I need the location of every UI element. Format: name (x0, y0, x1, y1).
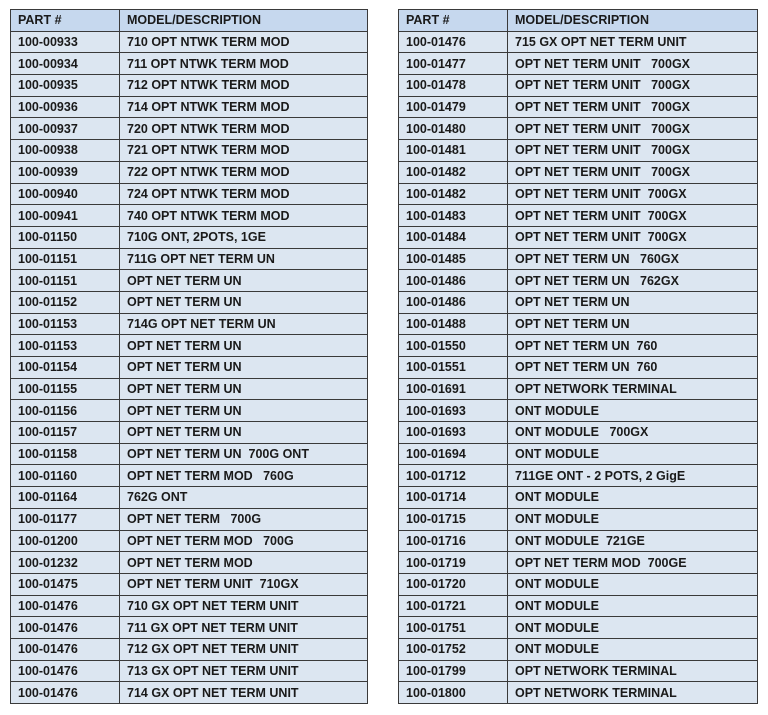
table-row (11, 595, 368, 617)
table-row (399, 617, 758, 639)
model-description-cell: OPT NET TERM UN 700G ONT (120, 443, 368, 465)
model-description-cell: ONT MODULE (508, 595, 758, 617)
part-number-cell: 100-00940 (11, 183, 120, 205)
table-row (11, 248, 368, 270)
parts-table-left (10, 9, 368, 704)
part-number-cell: 100-01151 (11, 248, 120, 270)
part-number-cell: 100-01484 (399, 226, 508, 248)
model-description-cell: 721 OPT NTWK TERM MOD (120, 140, 368, 162)
table-header-row (11, 10, 368, 32)
model-description-cell: OPT NET TERM UN (120, 291, 368, 313)
model-description-cell: OPT NETWORK TERMINAL (508, 378, 758, 400)
model-description-cell: OPT NET TERM 700G (120, 508, 368, 530)
table-row (11, 313, 368, 335)
model-description-cell: ONT MODULE (508, 443, 758, 465)
model-description-cell: OPT NET TERM UNIT 700GX (508, 205, 758, 227)
table-row (399, 638, 758, 660)
model-description-cell: OPT NET TERM MOD 700GE (508, 552, 758, 574)
table-row (399, 118, 758, 140)
model-description-cell: ONT MODULE (508, 508, 758, 530)
table-row (399, 31, 758, 53)
part-number-cell: 100-01715 (399, 508, 508, 530)
part-number-cell: 100-01551 (399, 357, 508, 379)
table-row (399, 96, 758, 118)
part-number-cell: 100-01483 (399, 205, 508, 227)
table-row (11, 573, 368, 595)
model-description-cell: ONT MODULE (508, 573, 758, 595)
table-row (399, 487, 758, 509)
table-row (11, 508, 368, 530)
part-number-cell: 100-01716 (399, 530, 508, 552)
table-row (11, 530, 368, 552)
model-description-cell: 710 OPT NTWK TERM MOD (120, 31, 368, 53)
model-description-cell: OPT NET TERM UNIT 700GX (508, 161, 758, 183)
part-number-cell: 100-01160 (11, 465, 120, 487)
model-description-cell: 711GE ONT - 2 POTS, 2 GigE (508, 465, 758, 487)
table-row (399, 357, 758, 379)
table-row (399, 508, 758, 530)
model-description-cell: ONT MODULE (508, 487, 758, 509)
table-row (11, 335, 368, 357)
table-row (11, 660, 368, 682)
model-description-cell: 715 GX OPT NET TERM UNIT (508, 31, 758, 53)
part-number-cell: 100-00936 (11, 96, 120, 118)
header-model-description: MODEL/DESCRIPTION (120, 10, 368, 32)
model-description-cell: 710 GX OPT NET TERM UNIT (120, 595, 368, 617)
model-description-cell: 713 GX OPT NET TERM UNIT (120, 660, 368, 682)
model-description-cell: OPT NET TERM MOD 700G (120, 530, 368, 552)
model-description-cell: OPT NET TERM UN 760 (508, 335, 758, 357)
part-number-cell: 100-01482 (399, 161, 508, 183)
model-description-cell: 711G OPT NET TERM UN (120, 248, 368, 270)
model-description-cell: OPT NET TERM MOD 760G (120, 465, 368, 487)
table-row (399, 573, 758, 595)
model-description-cell: ONT MODULE (508, 617, 758, 639)
model-description-cell: OPT NET TERM MOD (120, 552, 368, 574)
part-number-cell: 100-01693 (399, 422, 508, 444)
table-row (11, 617, 368, 639)
header-part-number: PART # (11, 10, 120, 32)
part-number-cell: 100-01719 (399, 552, 508, 574)
part-number-cell: 100-01155 (11, 378, 120, 400)
table-row (11, 96, 368, 118)
model-description-cell: 762G ONT (120, 487, 368, 509)
model-description-cell: 720 OPT NTWK TERM MOD (120, 118, 368, 140)
part-number-cell: 100-01200 (11, 530, 120, 552)
model-description-cell: OPT NET TERM UN (120, 270, 368, 292)
table-row (11, 638, 368, 660)
table-row (399, 443, 758, 465)
part-number-cell: 100-01177 (11, 508, 120, 530)
table-row (399, 400, 758, 422)
model-description-cell: OPT NETWORK TERMINAL (508, 682, 758, 704)
part-number-cell: 100-01720 (399, 573, 508, 595)
model-description-cell: OPT NET TERM UNIT 700GX (508, 226, 758, 248)
model-description-cell: OPT NET TERM UNIT 700GX (508, 96, 758, 118)
model-description-cell: 712 OPT NTWK TERM MOD (120, 75, 368, 97)
part-number-cell: 100-01481 (399, 140, 508, 162)
table-row (399, 270, 758, 292)
part-number-cell: 100-01476 (11, 595, 120, 617)
table-row (11, 31, 368, 53)
model-description-cell: OPT NET TERM UNIT 700GX (508, 53, 758, 75)
part-number-cell: 100-01476 (11, 660, 120, 682)
part-number-cell: 100-01164 (11, 487, 120, 509)
table-row (399, 291, 758, 313)
model-description-cell: OPT NET TERM UN (508, 291, 758, 313)
model-description-cell: ONT MODULE (508, 400, 758, 422)
table-row (399, 378, 758, 400)
model-description-cell: 724 OPT NTWK TERM MOD (120, 183, 368, 205)
part-number-cell: 100-01694 (399, 443, 508, 465)
table-header-row (399, 10, 758, 32)
model-description-cell: OPT NET TERM UNIT 700GX (508, 118, 758, 140)
part-number-cell: 100-01232 (11, 552, 120, 574)
model-description-cell: OPT NET TERM UN (120, 357, 368, 379)
part-number-cell: 100-01475 (11, 573, 120, 595)
part-number-cell: 100-01752 (399, 638, 508, 660)
table-row (399, 205, 758, 227)
part-number-cell: 100-01486 (399, 291, 508, 313)
model-description-cell: OPT NET TERM UNIT 700GX (508, 183, 758, 205)
part-number-cell: 100-01712 (399, 465, 508, 487)
part-number-cell: 100-01691 (399, 378, 508, 400)
part-number-cell: 100-01486 (399, 270, 508, 292)
table-row (11, 465, 368, 487)
part-number-cell: 100-01479 (399, 96, 508, 118)
table-row (399, 226, 758, 248)
table-row (11, 443, 368, 465)
table-row (399, 140, 758, 162)
model-description-cell: 714 GX OPT NET TERM UNIT (120, 682, 368, 704)
model-description-cell: 712 GX OPT NET TERM UNIT (120, 638, 368, 660)
table-row (399, 335, 758, 357)
table-row (399, 595, 758, 617)
model-description-cell: 710G ONT, 2POTS, 1GE (120, 226, 368, 248)
table-row (399, 422, 758, 444)
part-number-cell: 100-01476 (11, 638, 120, 660)
table-row (11, 118, 368, 140)
table-row (399, 465, 758, 487)
model-description-cell: 722 OPT NTWK TERM MOD (120, 161, 368, 183)
table-row (11, 291, 368, 313)
table-row (399, 682, 758, 704)
model-description-cell: OPT NET TERM UN (508, 313, 758, 335)
table-row (11, 226, 368, 248)
part-number-cell: 100-00941 (11, 205, 120, 227)
table-row (399, 530, 758, 552)
table-row (11, 378, 368, 400)
table-row (399, 313, 758, 335)
table-row (11, 205, 368, 227)
table-row (399, 53, 758, 75)
part-number-cell: 100-01476 (399, 31, 508, 53)
part-number-cell: 100-01476 (11, 682, 120, 704)
part-number-cell: 100-01156 (11, 400, 120, 422)
parts-table-right (398, 9, 758, 704)
model-description-cell: ONT MODULE 700GX (508, 422, 758, 444)
part-number-cell: 100-01152 (11, 291, 120, 313)
part-number-cell: 100-01550 (399, 335, 508, 357)
table-row (11, 682, 368, 704)
table-row (11, 487, 368, 509)
part-number-cell: 100-01476 (11, 617, 120, 639)
part-number-cell: 100-01157 (11, 422, 120, 444)
part-number-cell: 100-01158 (11, 443, 120, 465)
model-description-cell: 714G OPT NET TERM UN (120, 313, 368, 335)
part-number-cell: 100-01800 (399, 682, 508, 704)
table-row (11, 140, 368, 162)
part-number-cell: 100-00934 (11, 53, 120, 75)
table-row (11, 422, 368, 444)
model-description-cell: ONT MODULE (508, 638, 758, 660)
part-number-cell: 100-01693 (399, 400, 508, 422)
part-number-cell: 100-01799 (399, 660, 508, 682)
model-description-cell: OPT NET TERM UN 760 (508, 357, 758, 379)
model-description-cell: ONT MODULE 721GE (508, 530, 758, 552)
table-row (11, 53, 368, 75)
model-description-cell: OPT NET TERM UNIT 700GX (508, 75, 758, 97)
table-row (399, 161, 758, 183)
table-row (399, 75, 758, 97)
table-row (399, 183, 758, 205)
header-part-number: PART # (399, 10, 508, 32)
table-row (11, 161, 368, 183)
part-number-cell: 100-00933 (11, 31, 120, 53)
part-number-cell: 100-01485 (399, 248, 508, 270)
part-number-cell: 100-01153 (11, 313, 120, 335)
model-description-cell: OPT NET TERM UN (120, 422, 368, 444)
part-number-cell: 100-00938 (11, 140, 120, 162)
model-description-cell: 711 OPT NTWK TERM MOD (120, 53, 368, 75)
part-number-cell: 100-00939 (11, 161, 120, 183)
part-number-cell: 100-01151 (11, 270, 120, 292)
table-row (11, 357, 368, 379)
table-row (399, 660, 758, 682)
part-number-cell: 100-01477 (399, 53, 508, 75)
model-description-cell: OPT NET TERM UN (120, 335, 368, 357)
header-model-description: MODEL/DESCRIPTION (508, 10, 758, 32)
part-number-cell: 100-01150 (11, 226, 120, 248)
model-description-cell: 740 OPT NTWK TERM MOD (120, 205, 368, 227)
model-description-cell: OPT NET TERM UN (120, 400, 368, 422)
table-row (399, 552, 758, 574)
part-number-cell: 100-01153 (11, 335, 120, 357)
part-number-cell: 100-01488 (399, 313, 508, 335)
model-description-cell: 714 OPT NTWK TERM MOD (120, 96, 368, 118)
part-number-cell: 100-00935 (11, 75, 120, 97)
model-description-cell: OPT NET TERM UN 760GX (508, 248, 758, 270)
part-number-cell: 100-01721 (399, 595, 508, 617)
part-number-cell: 100-01751 (399, 617, 508, 639)
part-number-cell: 100-01154 (11, 357, 120, 379)
part-number-cell: 100-01714 (399, 487, 508, 509)
part-number-cell: 100-01480 (399, 118, 508, 140)
part-number-cell: 100-01478 (399, 75, 508, 97)
table-row (11, 183, 368, 205)
model-description-cell: OPT NET TERM UN (120, 378, 368, 400)
part-number-cell: 100-01482 (399, 183, 508, 205)
table-row (399, 248, 758, 270)
model-description-cell: OPT NET TERM UN 762GX (508, 270, 758, 292)
table-row (11, 400, 368, 422)
model-description-cell: OPT NET TERM UNIT 700GX (508, 140, 758, 162)
table-row (11, 270, 368, 292)
part-number-cell: 100-00937 (11, 118, 120, 140)
model-description-cell: OPT NETWORK TERMINAL (508, 660, 758, 682)
table-row (11, 75, 368, 97)
model-description-cell: OPT NET TERM UNIT 710GX (120, 573, 368, 595)
model-description-cell: 711 GX OPT NET TERM UNIT (120, 617, 368, 639)
table-row (11, 552, 368, 574)
